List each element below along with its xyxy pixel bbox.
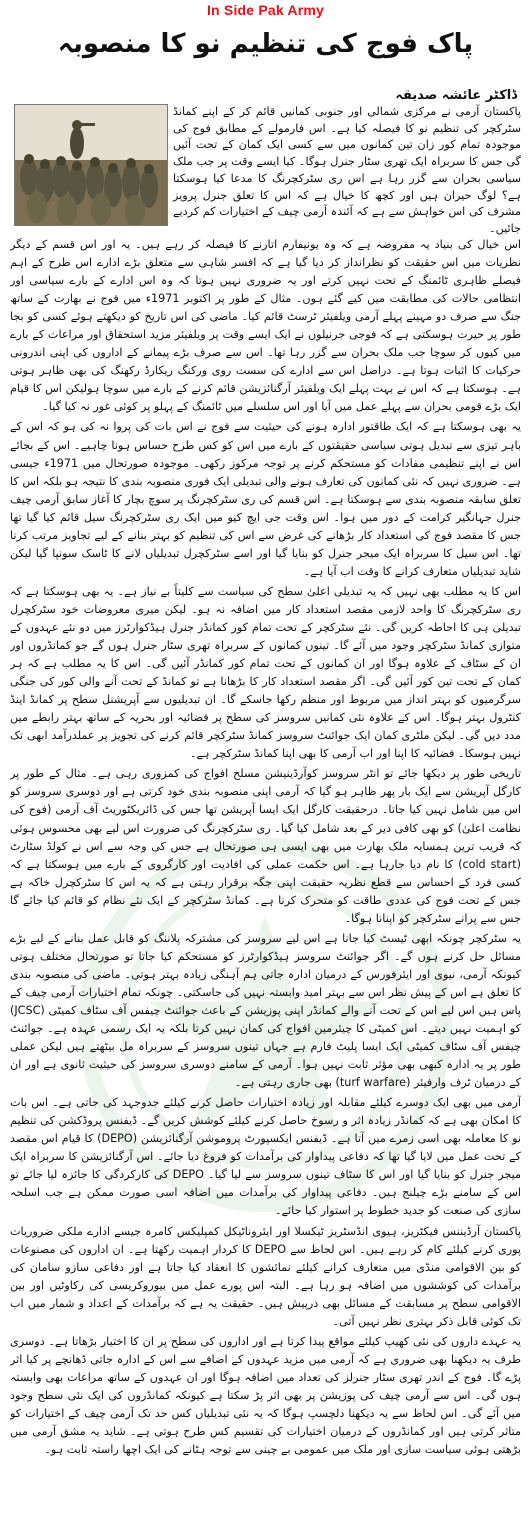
article-title: پاک فوج کی تنظیم نو کا منصوبہ (57, 29, 474, 59)
soldiers-photo (14, 104, 168, 226)
section-label: In Side Pak Army (206, 2, 325, 18)
body-paragraph: یہ بھی ہوسکتا ہے کہ ایک طاقتور ادارہ ہونے کی حیثیت سے فوج نے اس بات کی پروا نہ کی ہو کہ اس کے باہر تیزی سے تبدیل ہوتی سیاسی حقیقتوں کے بارے میں اس کو کس طرح حساس ہونا چاہیے۔ اس کے بجائے اس نے اپنے تنظیمی مفادات کو مستحکم کرنے پر توجہ مرکوز رکھی۔ موجودہ صورتحال میں 1971ء جیسی ہے۔ ضروری نہیں کہ نئی کمانوں کی تعارف ہونے والی تبدیلی ایک فوری منصوبہ بندی کا نتیجہ ہو بلکہ اس کا تعلق سابقہ منصوبہ بندی سے ہوسکتا ہے۔ اس قسم کی ری سٹرکچرنگ پر سوچ بچار کا آغاز سابق آرمی چیف جنرل جہانگیر کرامت کے دور میں ہوا۔ اس وقت جی ایچ کیو میں ایک ری سٹرکچرنگ سیل قائم کیا گیا تھا جس کا مقصد فوج کی استعداد کار بڑھانے کی غرض سے اس کی تنظیم کو بہتر بنانے کے لیے تجاویز مرتب کرنا تھا۔ اس سیل کا سربراہ ایک میجر جنرل کو بنایا گیا اور اسے سٹرکچرل تبدیلیاں لانے کا ٹاسک سونپا گیا لیکن شاید تبدیلیاں متعارف کرانے کا وقت اب آیا ہے۔ (10, 420, 521, 578)
body-paragraph: اس خیال کی بنیاد یہ مفروضہ ہے کہ وہ یونیفارم اتارنے کا فیصلہ کر رہے ہیں۔ یہ اور اس قسم کے دیگر نظریات میں اس حقیقت کو نظرانداز کر دیا گیا ہے کہ افسر شاہی سے متعلق بڑے ادارے اس طرح کے اہم فیصلے ظاہری ٹائمنگ کے تحت نہیں کرتے اور یہ ضروری نہیں ہوتا کہ وہ اس ادارے کے بارے سیاسی اور انتظامی حالات کی مطابقت میں کیے گئے ہوں۔ مثال کے طور پر اکتوبر 1971ء میں فوج نے بھارت کے ساتھ جنگ سے صرف دو مہینے پہلے آرمی ویلفیئر ٹرسٹ قائم کیا۔ ماضی کی اس تاریخ کو دیکھتے ہوئے کسی کو بجا طور پر حیرت ہوسکتی ہے کہ فوجی جرنیلوں نے ایک ایسے وقت پر ویلفیئر مزید استحقاق اور مراعات کے بارے میں کیوں کر سوچا جب ملک بحران سے گزر رہا تھا۔ اس سے صرف بڑے پیمانے کے اداروں کی اپنی اندرونی حرکیات کا اثبات ہوتا ہے۔ دراصل اس سے ادارے کی سست روی ورکنگ ریکارڈ رکھنگ کی بھی ظاہر ہوتی ہے۔ ہوسکتا ہے کہ اس نے بہت پہلے ایک ویلفیئر آرگنائزیشن قائم کرنے کے بارے میں سوچا ہولیکن اس کا قیام ایک بڑے قومی بحران سے پہلے عمل میں آیا اور اس سلسلے میں ٹائمنگ کے پہلو پر کوئی غور نہ کیا گیا۔ (10, 238, 521, 414)
body-paragraph: پاکستان آرڈیننس فیکٹریز، ہیوی انڈسٹریز ٹیکسلا اور ایئروناٹیکل کمپلیکس کامرہ جیسے ادارے ملکی ضروریات پوری کرنے کیلئے کام کر رہے ہیں۔ اس لحاظ سے DEPO کا کردار اہمیت رکھتا ہے۔ ان اداروں کی مصنوعات کو بین الاقوامی منڈی میں متعارف کرانے کیلئے نمائشوں کا انعقاد کیا جاتا ہے اور دفاعی سازو سامان کی برآمدات کی کوششوں میں اضافہ ہو رہا ہے۔ البتہ اس پورے عمل میں بیوروکریسی کی رکاوٹیں اور بین الاقوامی سطح پر مسابقت کے مسائل بھی درپیش ہیں۔ حقیقت یہ ہے کہ برآمدات کے اعداد و شمار میں اب تک کوئی قابل ذکر بہتری نظر نہیں آتی۔ (10, 1224, 521, 1328)
article-body (10, 236, 521, 1500)
lead-paragraph: پاکستان آرمی نے مرکزی شمالی اور جنوبی کمانیں قائم کر کے اپنے کمانڈ سٹرکچر کی تنظیم نو کا فیصلہ کیا ہے۔ اس فارمولے کے مطابق فوج کی موجودہ تمام کور زان تین کمانوں میں سے کسی ایک کمان کے تحت آئیں گی جس کا سربراہ ایک تھری سٹار جنرل ہوگا۔ کیا ایسے وقت پر جب ملک سیاسی بحران سے گزر رہا ہے اس ری سٹرکچرنگ کا مدعا کیا ہوسکتا ہے؟ لوگ حیران ہیں اور کچھ کا خیال ہے کہ اس کا تعلق جنرل پرویز مشرف کی اس خواہش سے ہے کہ آئندہ آرمی چیف کے اختیارات کم کردیے جائیں۔ (173, 105, 521, 235)
author-byline: ڈاکٹر عائشہ صدیقہ (395, 88, 517, 103)
soldiers-photo-illustration (15, 105, 167, 225)
body-paragraph: اس کا یہ مطلب بھی نہیں کہ یہ تبدیلی اعلیٰ سطح کی سیاست سے کلیتاً بے نیاز ہے۔ یہ بھی ہوسکتا ہے کہ ری سٹرکچرنگ کا واحد لازمی مقصد استعداد کار میں اضافہ نہ ہو۔ لیکن میری معروضات خود سٹرکچرل تبدیلی ہی کا احاطہ کریں گی۔ نئے سٹرکچر کے تحت تمام کور کمانڈر جنرل ہیڈکوارٹرز میں دو نئے عہدوں کے متوازی کمانڈ سٹرکچر وجود میں آئے گا۔ تینوں کمانوں کے سربراہ تھری سٹار جنرل ہوں گے جو کمانڈروں اور ان کے سٹاف کے علاوہ ہوگا اور ان کمانوں کے تحت تمام کور کمانڈر آئیں گی۔ اس کا یہ مطلب ہے کہ ہر کمان کے تحت تین کور آئیں گی۔ اگر مقصد استعداد کار کا بڑھانا ہے تو کمانڈ کے تحت آنے والی کور کی جنگی سرگرمیوں کو بہتر انداز میں مربوط اور منظم رکھا جاسکے گا۔ ان تبدیلیوں سے آپریشنل سطح پر کمانڈ اینڈ کنٹرول بہتر ہوگا۔ اس کے علاوہ نئی کمانیں سروسز کی سطح پر فضائیہ اور بحریہ کے ساتھ بہتر رابطے میں مدد دیں گی۔ لیکن ملٹری کمان ایک جوائنٹ سروسز کمانڈ سٹرکچر قائم کرنے کی تجویز پر عملدرآمد ابھی تک نہیں ہوسکا۔ فضائیہ کا اپنا اور اب آرمی کا بھی اپنا کمانڈ سٹرکچر ہے۔ (10, 584, 521, 761)
body-paragraph: تاریخی طور پر دیکھا جائے تو انٹر سروسز کوآرڈینیشن مسلح افواج کی کمزوری رہی ہے۔ مثال کے طور پر کارگل آپریشن سے ایک بار پھر ظاہر ہو گیا کہ آرمی اپنی منصوبہ بندی خود کرتی ہے اور دوسری سروسز کو اس میں شامل نہیں کیا جاتا۔ درحقیقت کارگل ایک ایسا آپریشن تھا جس کی ڈائریکٹوریٹ آف آرمی (فوج کی نظامت اعلیٰ) کو بھی کافی دیر کے بعد شامل کیا گیا۔ ری سٹرکچرنگ کی ضرورت اس لیے بھی محسوس ہوئی کہ قریب ترین ہمسایہ ملک بھارت میں بھی ایسی ہی صورتحال ہے جس کی وجہ سے اس نے کولڈ سٹارٹ (cold start) کا نام دیا جارہا ہے۔ اس حکمت عملی کی افادیت اور کارگروی کے بارے میں ہوسکتا ہے کہ کسی فرد کے احساس سے قطع نظریہ حقیقت اپنی جگہ برقرار رہتی ہے کہ یہ اس کا سٹرکچرل خاکہ ہے جس کے تحت فوج کی عددی طاقت کو متحرک کرنا ہے۔ کمانڈ سٹرکچر کے ایک نئے نظام کو قائم کیا جائے گا جس سے پرانے سٹرکچر کو اپنانا ہوگا۔ (10, 767, 521, 925)
body-paragraph: یہ عہدے داروں کی نئی کھیپ کیلئے مواقع پیدا کرتا ہے اور اداروں کی سطح پر ان کا اختیار بڑھاتا ہے۔ دوسری طرف یہ دیکھنا بھی ضروری ہے کہ آرمی میں مزید عہدوں کے اضافے سے اس کے ادارہ جاتی ڈھانچے پر کیا اثر پڑے گا۔ فوج کے اندر تھری سٹار جنرلز کی تعداد میں اضافہ ہوگا اور ان عہدوں کے ساتھ مراعات بھی وابستہ ہوں گی۔ اس سے آرمی چیف کی پوزیشن پر بھی اثر پڑ سکتا ہے کیونکہ کمانڈروں کی ایک نئی سطح وجود میں آئے گی۔ اس لحاظ سے یہ دیکھنا دلچسپ ہوگا کہ یہ نئی تبدیلیاں کس حد تک آرمی چیف کے اختیارات کو متاثر کرتی ہیں اور کمانڈروں کے درمیان اختیارات کی تقسیم کس طرح ہوتی ہے۔ شاید یہ مشق آرمی میں بڑھتی ہوئی سیاست سازی اور ملک میں عمومی بے چینی سے توجہ ہٹانے کی ایک اچھا راستہ ثابت ہو۔ (10, 1334, 521, 1457)
body-paragraph: یہ سٹرکچر چونکہ ابھی ٹیسٹ کیا جانا ہے اس لیے سروسز کی مشترکہ پلاننگ کو قابل عمل بنانے کے لیے بڑے مسائل حل کرنے ہوں گے۔ اگر جوائنٹ سروسز ہیڈکوارٹرز کو مستحکم کیا جاتا تو صورتحال مختلف ہوتی کیونکہ آرمی، نیوی اور ایئرفورس کے درمیان ادارہ جاتی ہم آہنگی زیادہ بہتر ہوتی۔ ماضی کی منصوبہ بندی کا تعلق ہے اس کے پیش نظر اس سے بہتر امید وابستہ نہیں کی جاسکتی۔ چونکہ تمام اختیارات آرمی چیف کے پاس ہیں اس لیے اس کے تحت آنے والے کمانڈر اپنی پوزیشن کے باعث جوائنٹ چیفس آف سٹاف کمیٹی (JCSC) کو اہمیت نہیں دیتے۔ اس کمیٹی کا چیئرمین افواج کی کمان نہیں کرتا بلکہ یہ ایک رسمی عہدہ ہے۔ جوائنٹ چیفس آف سٹاف کمیٹی ایک ایسا پلیٹ فارم ہے جہاں تینوں سروسز کے سربراہ مل بیٹھتے ہیں لیکن عملی طور پر یہ ادارہ کبھی بھی مؤثر ثابت نہیں ہوا۔ آرمی کے سامنے دوسری سروسز کی حیثیت ثانوی ہے اور ان کے درمیان ٹرف وارفیئر (turf warfare) بھی جاری رہتی ہے۔ (10, 931, 521, 1090)
body-paragraph: آرمی میں بھی ایک دوسرے کیلئے مقابلہ اور زیادہ اختیارات حاصل کرنے کیلئے جدوجہد کی جاتی ہے۔ اس بات کا امکان بھی ہے کہ کمانڈر زیادہ اثر و رسوخ حاصل کرنے کیلئے کوشش کریں گے۔ ڈیفنس پروڈکشن کی تنظیم نو کا معاملہ بھی اسی زمرے میں آتا ہے۔ ڈیفنس ایکسپورٹ پروموشن آرگنائزیشن (DEPO) کا قیام اس مقصد کے تحت عمل میں لایا گیا تھا کہ دفاعی پیداوار کی برآمدات کو فروغ دیا جائے۔ اس آرگنائزیشن کا سربراہ ایک میجر جنرل کو بنایا گیا اور اس کا سٹاف تینوں سروسز سے لیا گیا۔ DEPO کی کارکردگی کا جائزہ لیا جائے تو اس کے سامنے بڑے چیلنج ہیں۔ دفاعی پیداوار کی برآمدات میں اضافہ اسی صورت ممکن ہے جب اسلحہ سازی کی صنعت کو جدید خطوط پر استوار کیا جائے۔ (10, 1096, 521, 1218)
